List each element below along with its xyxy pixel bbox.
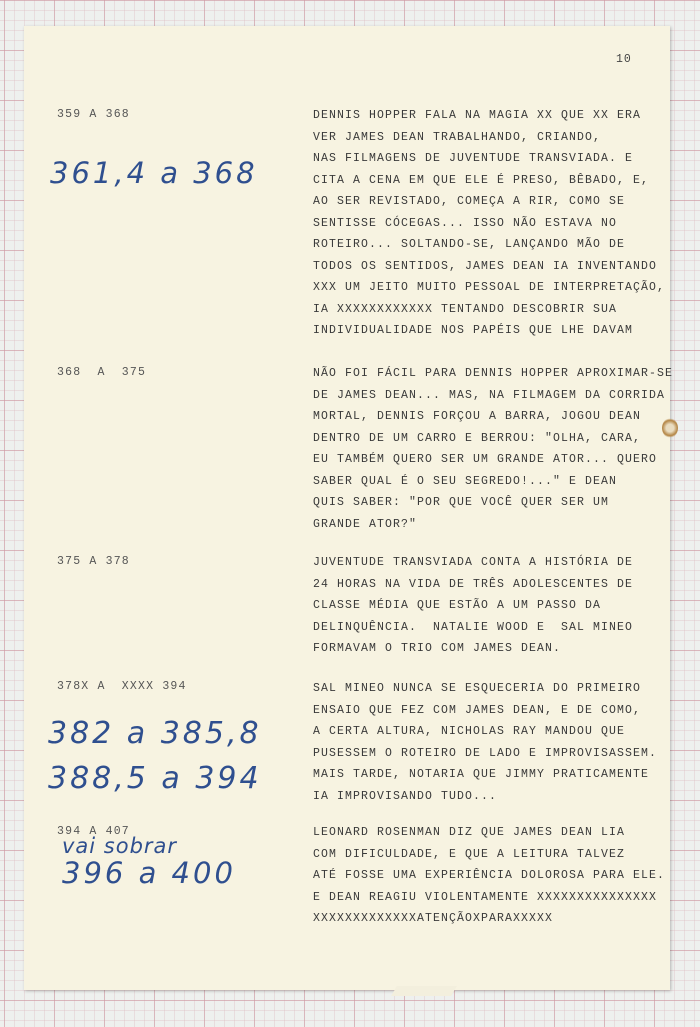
- text-line: PUSESSEM O ROTEIRO DE LADO E IMPROVISASSEM.: [313, 746, 658, 760]
- text-line: SAL MINEO NUNCA SE ESQUECERIA DO PRIMEIRO: [313, 682, 642, 695]
- text-line: 24 HORAS NA VIDA DE TRÊS ADOLESCENTES DE: [313, 577, 634, 591]
- paragraph-2: [313, 363, 674, 535]
- burn-mark: [662, 418, 678, 438]
- text-line: QUIS SABER: "POR QUE VOCÊ QUER SER UM: [313, 496, 610, 509]
- handwritten-note-2: 382 a 385,8: [48, 716, 262, 751]
- text-line: GRANDE ATOR?": [313, 517, 418, 531]
- timecode-2: 368 A 375: [57, 366, 147, 379]
- text-line: JUVENTUDE TRANSVIADA CONTA A HISTÓRIA DE: [313, 556, 634, 569]
- text-line: TODOS OS SENTIDOS, JAMES DEAN IA INVENTANDO: [313, 259, 658, 273]
- timecode-5: 394 A 407: [57, 825, 130, 838]
- text-line: EU TAMBÉM QUERO SER UM GRANDE ATOR... QUERO: [313, 453, 658, 466]
- text-line: DE JAMES DEAN... MAS, NA FILMAGEM DA CORRIDA: [313, 388, 666, 402]
- handwritten-note-3: 388,5 a 394: [48, 761, 262, 796]
- text-line: NAS FILMAGENS DE JUVENTUDE TRANSVIADA. E: [313, 152, 634, 165]
- handwritten-note-4: vai sobrar: [62, 834, 178, 858]
- paragraph-4: [313, 678, 663, 807]
- text-line: NÃO FOI FÁCIL PARA DENNIS HOPPER APROXIMAR-SE: [313, 367, 674, 380]
- text-line: IA IMPROVISANDO TUDO...: [313, 789, 498, 803]
- text-line: XXX UM JEITO MUITO PESSOAL DE INTERPRETAÇÃO,: [313, 281, 666, 294]
- text-line: DELINQUÊNCIA. NATALIE WOOD E SAL MINEO: [313, 620, 634, 634]
- text-line: MORTAL, DENNIS FORÇOU A BARRA, JOGOU DEAN: [313, 410, 642, 423]
- text-line: MAIS TARDE, NOTARIA QUE JIMMY PRATICAMENTE: [313, 768, 650, 781]
- text-line: XXXXXXXXXXXXXATENÇÃOXPARAXXXXX: [313, 912, 554, 925]
- text-line: A CERTA ALTURA, NICHOLAS RAY MANDOU QUE: [313, 725, 626, 738]
- text-line: CITA A CENA EM QUE ELE É PRESO, BÊBADO, E,: [313, 173, 650, 187]
- timecode-3: 375 A 378: [57, 555, 130, 568]
- text-line: ROTEIRO... SOLTANDO-SE, LANÇANDO MÃO DE: [313, 238, 626, 251]
- text-line: INDIVIDUALIDADE NOS PAPÉIS QUE LHE DAVAM: [313, 324, 634, 337]
- typewritten-page: [24, 26, 674, 990]
- text-line: CLASSE MÉDIA QUE ESTÃO A UM PASSO DA: [313, 599, 602, 612]
- paragraph-3: [313, 552, 663, 660]
- handwritten-note-5: 396 a 400: [62, 856, 236, 890]
- text-line: DENTRO DE UM CARRO E BERROU: "OLHA, CARA,: [313, 431, 642, 445]
- text-line: DENNIS HOPPER FALA NA MAGIA XX QUE XX ERA: [313, 109, 642, 122]
- text-line: ATÉ FOSSE UMA EXPERIÊNCIA DOLOROSA PARA ELE.: [313, 869, 666, 882]
- text-line: VER JAMES DEAN TRABALHANDO, CRIANDO,: [313, 130, 602, 144]
- paragraph-1: [313, 105, 666, 342]
- text-line: ENSAIO QUE FEZ COM JAMES DEAN, E DE COMO,: [313, 703, 642, 717]
- text-line: SABER QUAL É O SEU SEGREDO!..." E DEAN: [313, 474, 618, 488]
- text-line: LEONARD ROSENMAN DIZ QUE JAMES DEAN LIA: [313, 826, 626, 839]
- text-line: IA XXXXXXXXXXXX TENTANDO DESCOBRIR SUA: [313, 302, 618, 316]
- text-line: AO SER REVISTADO, COMEÇA A RIR, COMO SE: [313, 195, 626, 208]
- timecode-1: 359 A 368: [57, 108, 130, 121]
- torn-edge: [391, 986, 457, 996]
- handwritten-note-1: 361,4 a 368: [50, 156, 258, 190]
- paragraph-5: [313, 822, 666, 930]
- timecode-4: 378X A XXXX 394: [57, 680, 187, 693]
- text-line: FORMAVAM O TRIO COM JAMES DEAN.: [313, 642, 562, 655]
- text-line: COM DIFICULDADE, E QUE A LEITURA TALVEZ: [313, 847, 626, 861]
- page-number: 10: [616, 53, 632, 66]
- text-line: E DEAN REAGIU VIOLENTAMENTE XXXXXXXXXXXXXXX: [313, 890, 658, 904]
- text-line: SENTISSE CÓCEGAS... ISSO NÃO ESTAVA NO: [313, 216, 618, 230]
